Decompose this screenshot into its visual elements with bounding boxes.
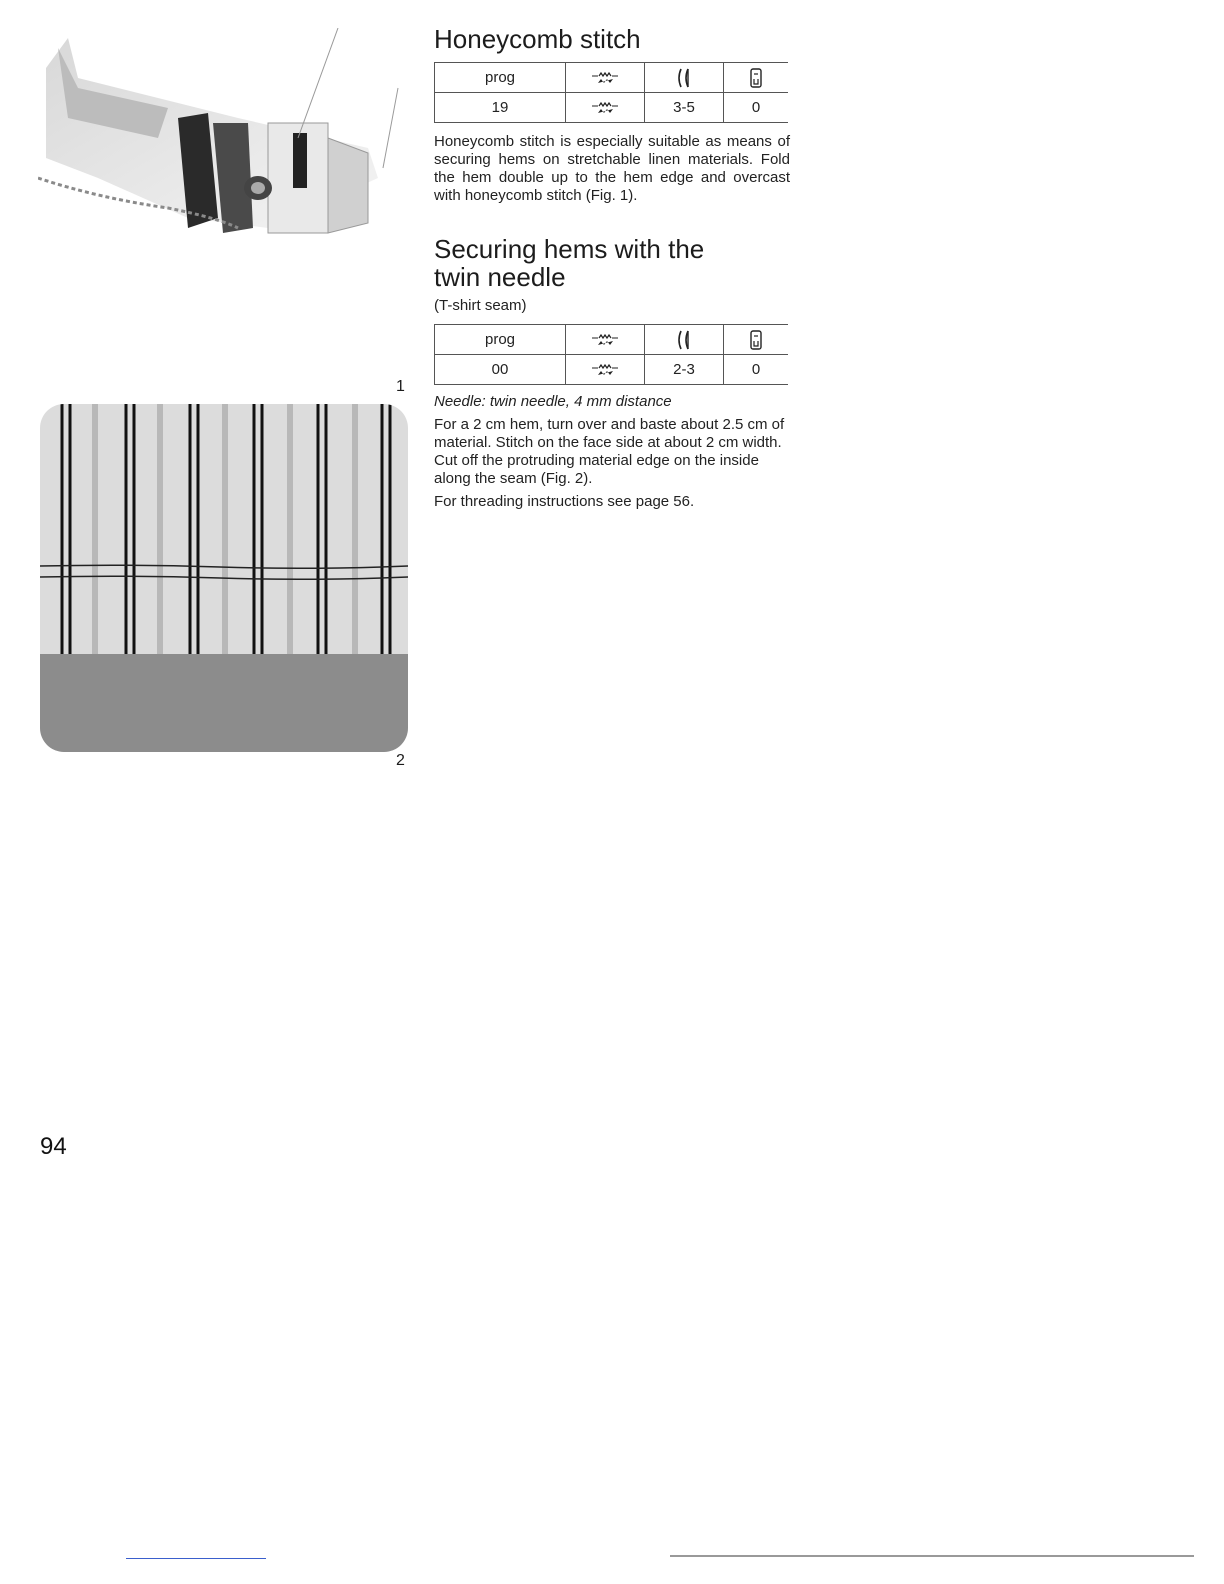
- twin-needle-title-line1: Securing hems with the: [434, 234, 705, 264]
- twin-needle-subtitle: (T-shirt seam): [434, 297, 527, 314]
- twin-needle-instructions: For a 2 cm hem, turn over and baste about 2.5 cm of material. Stitch on the face side at about 2 cm width. Cut off the protruding material edge on the inside along the seam (Fig. 2).: [434, 416, 785, 487]
- table-row: [435, 93, 789, 123]
- footer-rule-left: [126, 1558, 266, 1559]
- prog-value: 00: [435, 355, 566, 385]
- stitch-width-icon: [645, 63, 724, 93]
- needle-note: Needle: twin needle, 4 mm distance: [434, 393, 672, 410]
- presser-foot-icon: [724, 325, 789, 355]
- honeycomb-description: Honeycomb stitch is especially suitable as means of securing hems on stretchable linen materials. Fold the hem double up to the hem edge and overcast with honeycomb stitch (Fig. 1).: [434, 133, 790, 204]
- stitch-pattern-icon: [566, 93, 645, 123]
- presser-foot-value: 0: [724, 355, 789, 385]
- table-row: [435, 355, 789, 385]
- prog-header: prog: [435, 325, 566, 355]
- presser-foot-value: 0: [724, 93, 789, 123]
- prog-value: 19: [435, 93, 566, 123]
- figure-2-number: 2: [396, 752, 405, 769]
- twin-needle-title-line2: twin needle: [434, 262, 566, 292]
- stitch-width-value: 2-3: [645, 355, 724, 385]
- stitch-pattern-icon: [566, 325, 645, 355]
- stitch-pattern-icon: [566, 355, 645, 385]
- twin-needle-title: [434, 235, 794, 291]
- stitch-width-icon: [645, 325, 724, 355]
- stitch-pattern-icon: [566, 63, 645, 93]
- presser-foot-icon: [724, 63, 789, 93]
- stitch-width-value: 3-5: [645, 93, 724, 123]
- twin-needle-settings-table: [434, 324, 788, 385]
- footer-rule-right: [670, 1555, 1194, 1557]
- figure-1-presser-foot-photo: [38, 28, 414, 268]
- figure-1-number: 1: [396, 378, 405, 395]
- prog-header: prog: [435, 63, 566, 93]
- threading-reference: For threading instructions see page 56.: [434, 493, 695, 510]
- page-number: 94: [40, 1133, 67, 1160]
- figure-2-twin-needle-hem-photo: [40, 404, 408, 752]
- honeycomb-settings-table: [434, 62, 788, 123]
- table-header-row: [435, 325, 789, 355]
- honeycomb-title: Honeycomb stitch: [434, 24, 641, 54]
- table-header-row: [435, 63, 789, 93]
